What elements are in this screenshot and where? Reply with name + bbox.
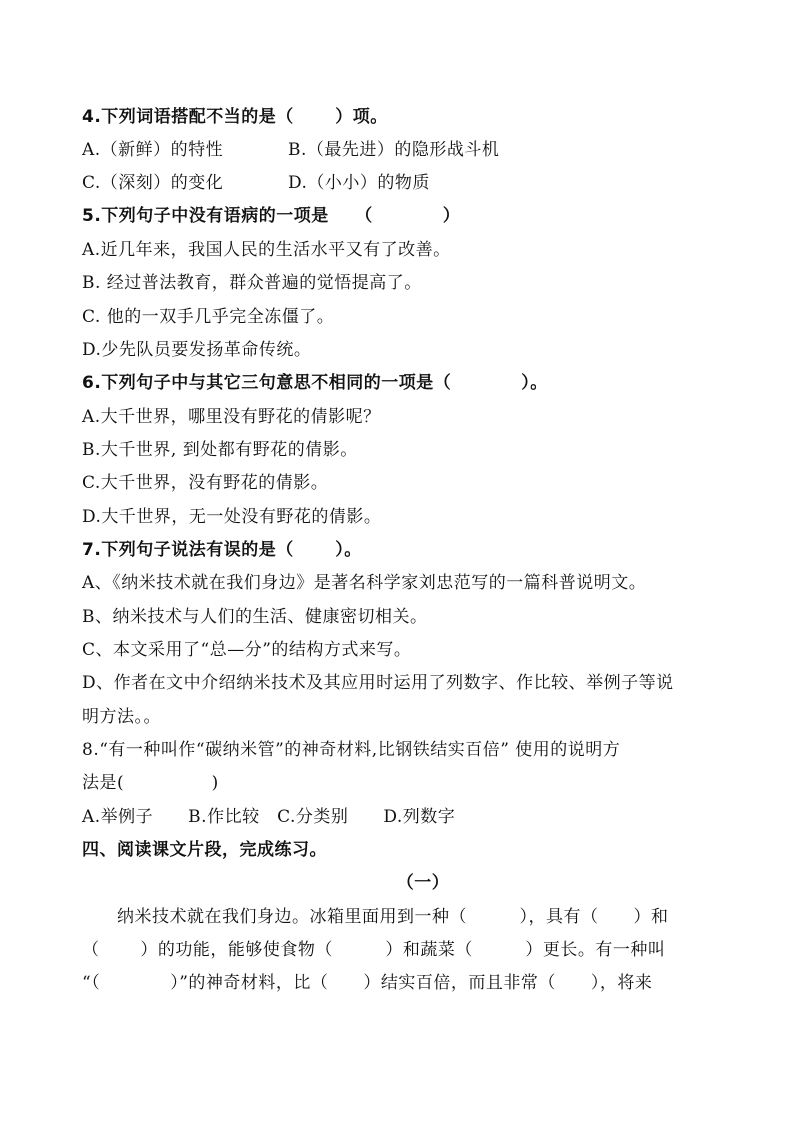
question-7-option-c: C、本文采用了“总—分”的结构方式来写。 bbox=[82, 640, 412, 660]
question-4-title: 4.下列词语搭配不当的是（ ）项。 bbox=[82, 107, 388, 127]
question-8-title-line1: 8.“有一种叫作“碳纳米管”的神奇材料,比钢铁结实百倍” 使用的说明方 bbox=[82, 740, 621, 760]
question-7-option-d-line1: D、作者在文中介绍纳米技术及其应用时运用了列数字、作比较、举例子等说 bbox=[82, 673, 674, 693]
question-7-option-b: B、纳米技术与人们的生活、健康密切相关。 bbox=[82, 607, 428, 627]
passage-line-2: （ ）的功能，能够使食物（ ）和蔬菜（ ）更长。有一种叫 bbox=[82, 940, 666, 960]
question-7-title: 7.下列句子说法有误的是（ ）。 bbox=[82, 540, 362, 560]
question-5-option-c: C. 他的一双手几乎完全冻僵了。 bbox=[82, 307, 335, 327]
question-5-option-b: B. 经过普法教育，群众普遍的觉悟提高了。 bbox=[82, 273, 422, 293]
question-6-option-b: B.大千世界, 到处都有野花的倩影。 bbox=[82, 440, 358, 460]
passage-line-1: 纳米技术就在我们身边。冰箱里面用到一种（ ），具有（ ）和 bbox=[82, 907, 669, 927]
question-6-option-c: C.大千世界，没有野花的倩影。 bbox=[82, 473, 329, 493]
question-7-option-d-line2: 明方法。。 bbox=[82, 707, 161, 727]
question-4-options-ab bbox=[82, 138, 724, 162]
question-6-title: 6.下列句子中与其它三句意思不相同的一项是（ ）。 bbox=[82, 373, 548, 393]
question-5-option-a: A.近几年来，我国人民的生活水平又有了改善。 bbox=[82, 240, 451, 260]
question-4-option-b: B.（最先进）的隐形战斗机 bbox=[288, 140, 500, 160]
question-8-options: A.举例子 B.作比较 C.分类别 D.列数字 bbox=[82, 807, 456, 827]
question-7-option-a: A、《纳米技术就在我们身边》是著名科学家刘忠范写的一篇科普说明文。 bbox=[82, 573, 647, 593]
question-5-option-d: D.少先队员要发扬革命传统。 bbox=[82, 340, 312, 360]
question-4-option-c: C.（深刻）的变化 bbox=[82, 173, 224, 193]
section-4-heading: 四、阅读课文片段，完成练习。 bbox=[82, 840, 327, 860]
question-4-options-cd bbox=[82, 171, 724, 195]
question-6-option-a: A.大千世界，哪里没有野花的倩影呢？ bbox=[82, 407, 381, 427]
question-4-option-a: A.（新鲜）的特性 bbox=[82, 140, 224, 160]
question-4-option-d: D.（小小）的物质 bbox=[288, 173, 430, 193]
question-5-title: 5.下列句子中没有语病的一项是 （ ） bbox=[82, 206, 461, 226]
question-8-title-line2: 法是( ) bbox=[82, 773, 219, 793]
passage-line-3: “（ ）”的神奇材料，比（ ）结实百倍，而且非常（ ），将来 bbox=[82, 973, 653, 993]
section-4-subheading: （一） bbox=[396, 873, 450, 893]
question-6-option-d: D.大千世界，无一处没有野花的倩影。 bbox=[82, 507, 382, 527]
